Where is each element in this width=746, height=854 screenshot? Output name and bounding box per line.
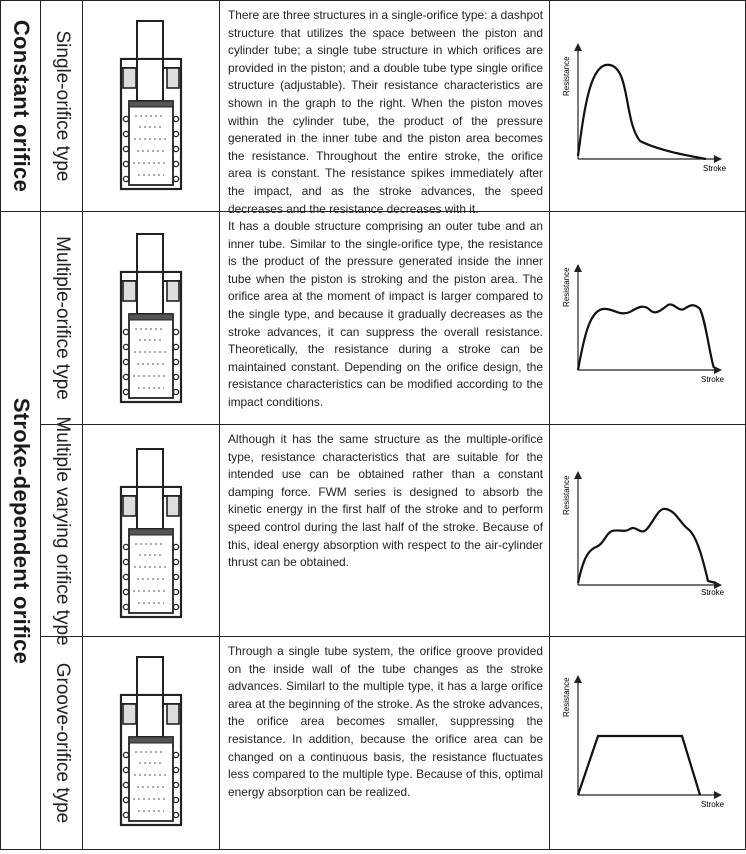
graph-cell-single-orifice xyxy=(550,1,745,212)
graph-x-label: Stroke xyxy=(703,164,727,173)
graph-cell-multiple-orifice xyxy=(550,212,745,425)
x-axis-arrow-icon xyxy=(714,366,722,374)
category-stroke-dependent-orifice xyxy=(1,212,41,849)
groove-orifice-absorber-diagram xyxy=(116,655,188,830)
y-axis-arrow-icon xyxy=(574,471,582,479)
multiple-varying-orifice-absorber-diagram xyxy=(116,447,188,622)
graph-y-label: Resistance xyxy=(562,267,571,307)
resistance-curve xyxy=(578,304,714,370)
resistance-graph-wavy-plateau xyxy=(550,212,745,425)
description-multiple-varying-orifice: Although it has the same structure as the multiple-orifice type, resistance characteristics that are suitable for the intended use can be obtained rather than a constant damping force. FWM series is designed to absorb the kinetic energy in the first half of the stroke and to perform speed control during the last half of the stroke. Because of this, ideal energy absorption with respect to the air-cylinder thrust can be obtained. xyxy=(220,425,550,637)
description-groove-orifice: Through a single tube system, the orifice groove provided on the inside wall of the tube changes as the stroke advances. Similarl to the multiple type, it has a large orifice area at the beginning of the stroke. As the stroke advances, the orifice area becomes smaller, suppressing the resistance. In addition, because the orifice area can be changed on a continuous basis, the resistance fluctuates less compared to the multiple type. Because of this, optimal energy absorption can be realized. xyxy=(220,637,550,849)
graph-y-label: Resistance xyxy=(562,677,571,717)
diagram-cell-multiple-orifice xyxy=(83,212,220,425)
resistance-graph-single-peak xyxy=(550,1,745,212)
single-orifice-absorber-diagram xyxy=(116,19,188,194)
type-label: Single-orifice type xyxy=(51,30,73,182)
type-cell-groove-orifice xyxy=(41,637,83,849)
x-axis-arrow-icon xyxy=(714,791,722,799)
category-label: Constant orifice xyxy=(8,19,34,193)
category-label: Stroke-dependent orifice xyxy=(8,397,34,664)
graph-x-label: Stroke xyxy=(701,588,725,597)
resistance-graph-rising-varying xyxy=(550,425,745,637)
type-cell-single-orifice xyxy=(41,1,83,212)
resistance-curve xyxy=(578,736,700,795)
graph-y-label: Resistance xyxy=(562,475,571,515)
graph-y-label: Resistance xyxy=(562,56,571,96)
graph-cell-multiple-varying-orifice xyxy=(550,425,745,637)
type-label: Groove-orifice type xyxy=(51,662,73,824)
graph-x-label: Stroke xyxy=(701,800,725,809)
diagram-cell-single-orifice xyxy=(83,1,220,212)
resistance-curve xyxy=(578,509,716,583)
type-label: Multiple varying orifice type xyxy=(51,415,73,646)
resistance-curve xyxy=(578,65,706,159)
description-multiple-orifice: It has a double structure comprising an outer tube and an inner tube. Similar to the single-orifice type, the resistance is the product of the pressure generated inside the inner tube when the piston is stroking and the piston area. The orifice area at the moment of impact is larger compared to the single type, and because it gradually decreases as the stroke advances, it can suppress the overall resistance. Theoretically, the resistance during a stroke can be maintained constant. Depending on the orifice design, the resistance characteristics can be modified according to the impact conditions. xyxy=(220,212,550,425)
type-cell-multiple-orifice xyxy=(41,212,83,425)
description-single-orifice: There are three structures in a single-orifice type: a dashpot structure that utilizes the space between the piston and cylinder tube; a single tube structure in which orifices are provided in the piston; and a double tube type single orifice structure (adjustable). Their resistance characteristics are shown in the graph to the right. When the piston moves within the cylinder tube, the product of the pressure generated in the inner tube and the piston area becomes the resistance. Throughout the entire stroke, the orifice area is constant. The resistance spikes immediately after the impact, and as the stroke advances, the speed decreases and the resistance decreases with it. xyxy=(220,1,550,212)
diagram-cell-groove-orifice xyxy=(83,637,220,849)
type-label: Multiple-orifice type xyxy=(51,236,73,400)
y-axis-arrow-icon xyxy=(574,675,582,683)
y-axis-arrow-icon xyxy=(574,43,582,51)
graph-cell-groove-orifice xyxy=(550,637,745,849)
graph-x-label: Stroke xyxy=(701,375,725,384)
diagram-cell-multiple-varying-orifice xyxy=(83,425,220,637)
y-axis-arrow-icon xyxy=(574,264,582,272)
resistance-graph-flat-plateau xyxy=(550,637,745,849)
multiple-orifice-absorber-diagram xyxy=(116,232,188,407)
x-axis-arrow-icon xyxy=(714,155,722,163)
type-cell-multiple-varying-orifice xyxy=(41,415,83,646)
category-constant-orifice xyxy=(1,1,41,212)
